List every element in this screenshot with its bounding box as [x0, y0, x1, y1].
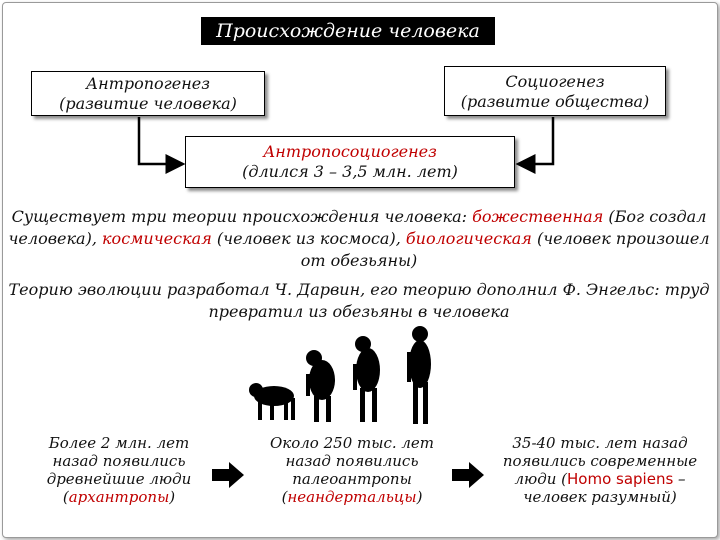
- theory-biological-note: (человек произошел от обезьяны): [300, 229, 710, 270]
- archaic-human-silhouette: [353, 336, 380, 422]
- early-hominid-silhouette: [306, 350, 335, 422]
- era-neoanthropes-close: – человек разумный): [523, 470, 686, 506]
- era-archanthropes-text: Более 2 млн. лет назад появились древнейшие люди (: [46, 434, 192, 506]
- era-paleoanthropes-text: Около 250 тыс. лет назад появились палеоантропы (: [269, 434, 435, 506]
- sociogenesis-label: Социогенез: [505, 72, 605, 91]
- era-archanthropes-highlight: архантропы: [68, 488, 170, 506]
- evolution-silhouettes: [244, 322, 456, 426]
- slide-title: Происхождение человека: [201, 17, 495, 45]
- anthropogenesis-label: Антропогенез: [86, 74, 210, 93]
- era-neoanthropes: [494, 434, 706, 506]
- arrow-right-icon: [452, 462, 484, 488]
- anthroposociogenesis-box: [185, 136, 515, 188]
- anthropogenesis-description: (развитие человека): [59, 94, 237, 113]
- era-paleoanthropes-highlight: неандертальцы: [287, 488, 417, 506]
- era-archanthropes: [34, 434, 204, 506]
- era-paleoanthropes: [257, 434, 447, 506]
- arrow-right-icon: [212, 462, 244, 488]
- anthroposociogenesis-duration: (длился 3 – 3,5 млн. лет): [242, 162, 458, 181]
- era-neoanthropes-highlight: Homo sapiens: [567, 470, 674, 488]
- sociogenesis-box: [444, 66, 666, 116]
- era-neoanthropes-text: 35-40 тыс. лет назад появились современные люди (: [502, 434, 698, 488]
- anthropogenesis-box: [31, 71, 265, 116]
- theories-paragraph: [4, 206, 714, 272]
- theories-intro: Существует три теории происхождения человека:: [11, 207, 473, 226]
- theory-biological: биологическая: [405, 229, 532, 248]
- darwin-paragraph: Теорию эволюции разработал Ч. Дарвин, его теорию дополнил Ф. Энгельс: труд превратил из обезьяны в человека: [8, 280, 710, 321]
- era-archanthropes-close: ): [169, 488, 176, 506]
- theory-cosmic-note: (человек из космоса),: [211, 229, 406, 248]
- modern-human-silhouette: [407, 326, 431, 424]
- theory-divine: божественная: [472, 207, 604, 226]
- sociogenesis-description: (развитие общества): [460, 92, 650, 111]
- era-paleoanthropes-close: ): [416, 488, 423, 506]
- ape-silhouette: [249, 383, 295, 420]
- anthroposociogenesis-label: Антропосоциогенез: [263, 142, 437, 161]
- theory-cosmic: космическая: [102, 229, 212, 248]
- theory-divine-note: (Бог создал человека),: [8, 207, 707, 248]
